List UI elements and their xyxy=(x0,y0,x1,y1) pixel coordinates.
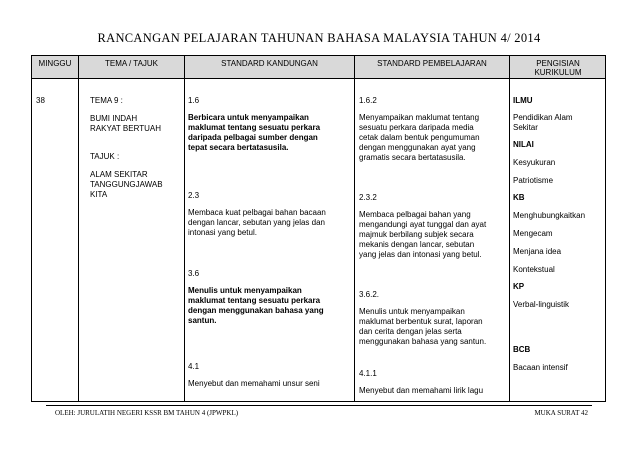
sk-text: Menyebut dan memahami unsur seni xyxy=(188,379,320,388)
column-divider xyxy=(509,56,510,401)
ilmu-label: ILMU xyxy=(513,96,533,105)
cell-standard-kandungan xyxy=(188,96,352,153)
header-standard-kandungan: STANDARD KANDUNGAN xyxy=(221,59,318,68)
sp-code: 3.6.2. xyxy=(359,290,380,299)
bcb-item: Bacaan intensif xyxy=(513,363,568,372)
cell-minggu xyxy=(36,96,76,106)
cell-standard-pembelajaran xyxy=(359,369,507,396)
kb-label: KB xyxy=(513,193,525,202)
kp-item: Verbal-linguistik xyxy=(513,300,570,309)
sk-code: 4.1 xyxy=(188,362,200,371)
sk-text: Membaca kuat pelbagai bahan bacaan dengan lancar, sebutan yang jelas dan intonasi yang betul. xyxy=(188,208,326,237)
lesson-plan-table xyxy=(31,55,606,402)
sk-text: Menulis untuk menyampaikan maklumat tentang sesuatu perkara dengan menggunakan bahasa yang santun. xyxy=(188,286,324,325)
ilmu-value: Pendidikan Alam Sekitar xyxy=(513,113,573,132)
header-tema-tajuk: TEMA / TAJUK xyxy=(104,59,159,68)
sk-code: 2.3 xyxy=(188,191,200,200)
footer-page-number: MUKA SURAT 42 xyxy=(534,409,588,417)
document-title: RANCANGAN PELAJARAN TAHUNAN BAHASA MALAYSIA TAHUN 4/ 2014 xyxy=(97,31,541,45)
sp-text: Membaca pelbagai bahan yang mengandungi ayat tunggal dan ayat majmuk berbilang subjek secara mekanis dengan lancar, sebutan yang jelas dan intonasi yang betul. xyxy=(359,210,487,259)
sk-code: 1.6 xyxy=(188,96,200,105)
cell-pengisian-kurikulum xyxy=(513,96,605,373)
sp-code: 4.1.1 xyxy=(359,369,377,378)
column-divider xyxy=(354,56,355,401)
sk-text: Berbicara untuk menyampaikan maklumat tentang sesuatu perkara daripada pelbagai sumber dengan tepat secara bertatasusila. xyxy=(188,113,321,152)
kp-label: KP xyxy=(513,282,525,291)
cell-standard-kandungan xyxy=(188,191,352,238)
header-standard-pembelajaran: STANDARD PEMBELAJARAN xyxy=(377,59,487,68)
sp-text: Menyebut dan memahami lirik lagu xyxy=(359,386,484,395)
tajuk-value: ALAM SEKITAR TANGGUNGJAWAB KITA xyxy=(90,170,163,199)
tema-label: TEMA 9 : xyxy=(90,96,123,105)
header-pengisian-kurikulum: PENGISIAN KURIKULUM xyxy=(534,59,582,77)
sp-text: Menulis untuk menyampaikan maklumat berbentuk surat, laporan dan cerita dengan jelas serta menggunakan bahasa yang santun. xyxy=(359,307,487,346)
week-number: 38 xyxy=(36,96,45,105)
bcb-label: BCB xyxy=(513,345,531,354)
footer-divider xyxy=(46,405,592,406)
kb-item: Mengecam xyxy=(513,229,553,238)
cell-standard-kandungan xyxy=(188,269,352,326)
cell-standard-pembelajaran xyxy=(359,96,507,163)
footer-author: OLEH: JURULATIH NEGERI KSSR BM TAHUN 4 (JPWPKL) xyxy=(55,409,239,417)
cell-tema-tajuk xyxy=(90,96,182,200)
column-divider xyxy=(184,56,185,401)
cell-standard-pembelajaran xyxy=(359,193,507,260)
header-minggu: MINGGU xyxy=(38,59,72,68)
sp-text: Menyampaikan maklumat tentang sesuatu perkara daripada media cetak dalam bentuk pengumuman dengan menggunakan ayat yang gramatis secara bertatasusila. xyxy=(359,113,480,162)
sp-code: 2.3.2 xyxy=(359,193,377,202)
sk-code: 3.6 xyxy=(188,269,200,278)
kb-item: Kontekstual xyxy=(513,265,555,274)
nilai-item: Patriotisme xyxy=(513,176,554,185)
cell-standard-pembelajaran xyxy=(359,290,507,347)
cell-standard-kandungan xyxy=(188,362,352,389)
tajuk-label: TAJUK : xyxy=(90,152,120,161)
sp-code: 1.6.2 xyxy=(359,96,377,105)
nilai-item: Kesyukuran xyxy=(513,158,556,167)
column-divider xyxy=(78,56,79,401)
tema-value: BUMI INDAH RAKYAT BERTUAH xyxy=(90,114,161,133)
kb-item: Menjana idea xyxy=(513,247,562,256)
kb-item: Menghubungkaitkan xyxy=(513,211,586,220)
nilai-label: NILAI xyxy=(513,140,534,149)
